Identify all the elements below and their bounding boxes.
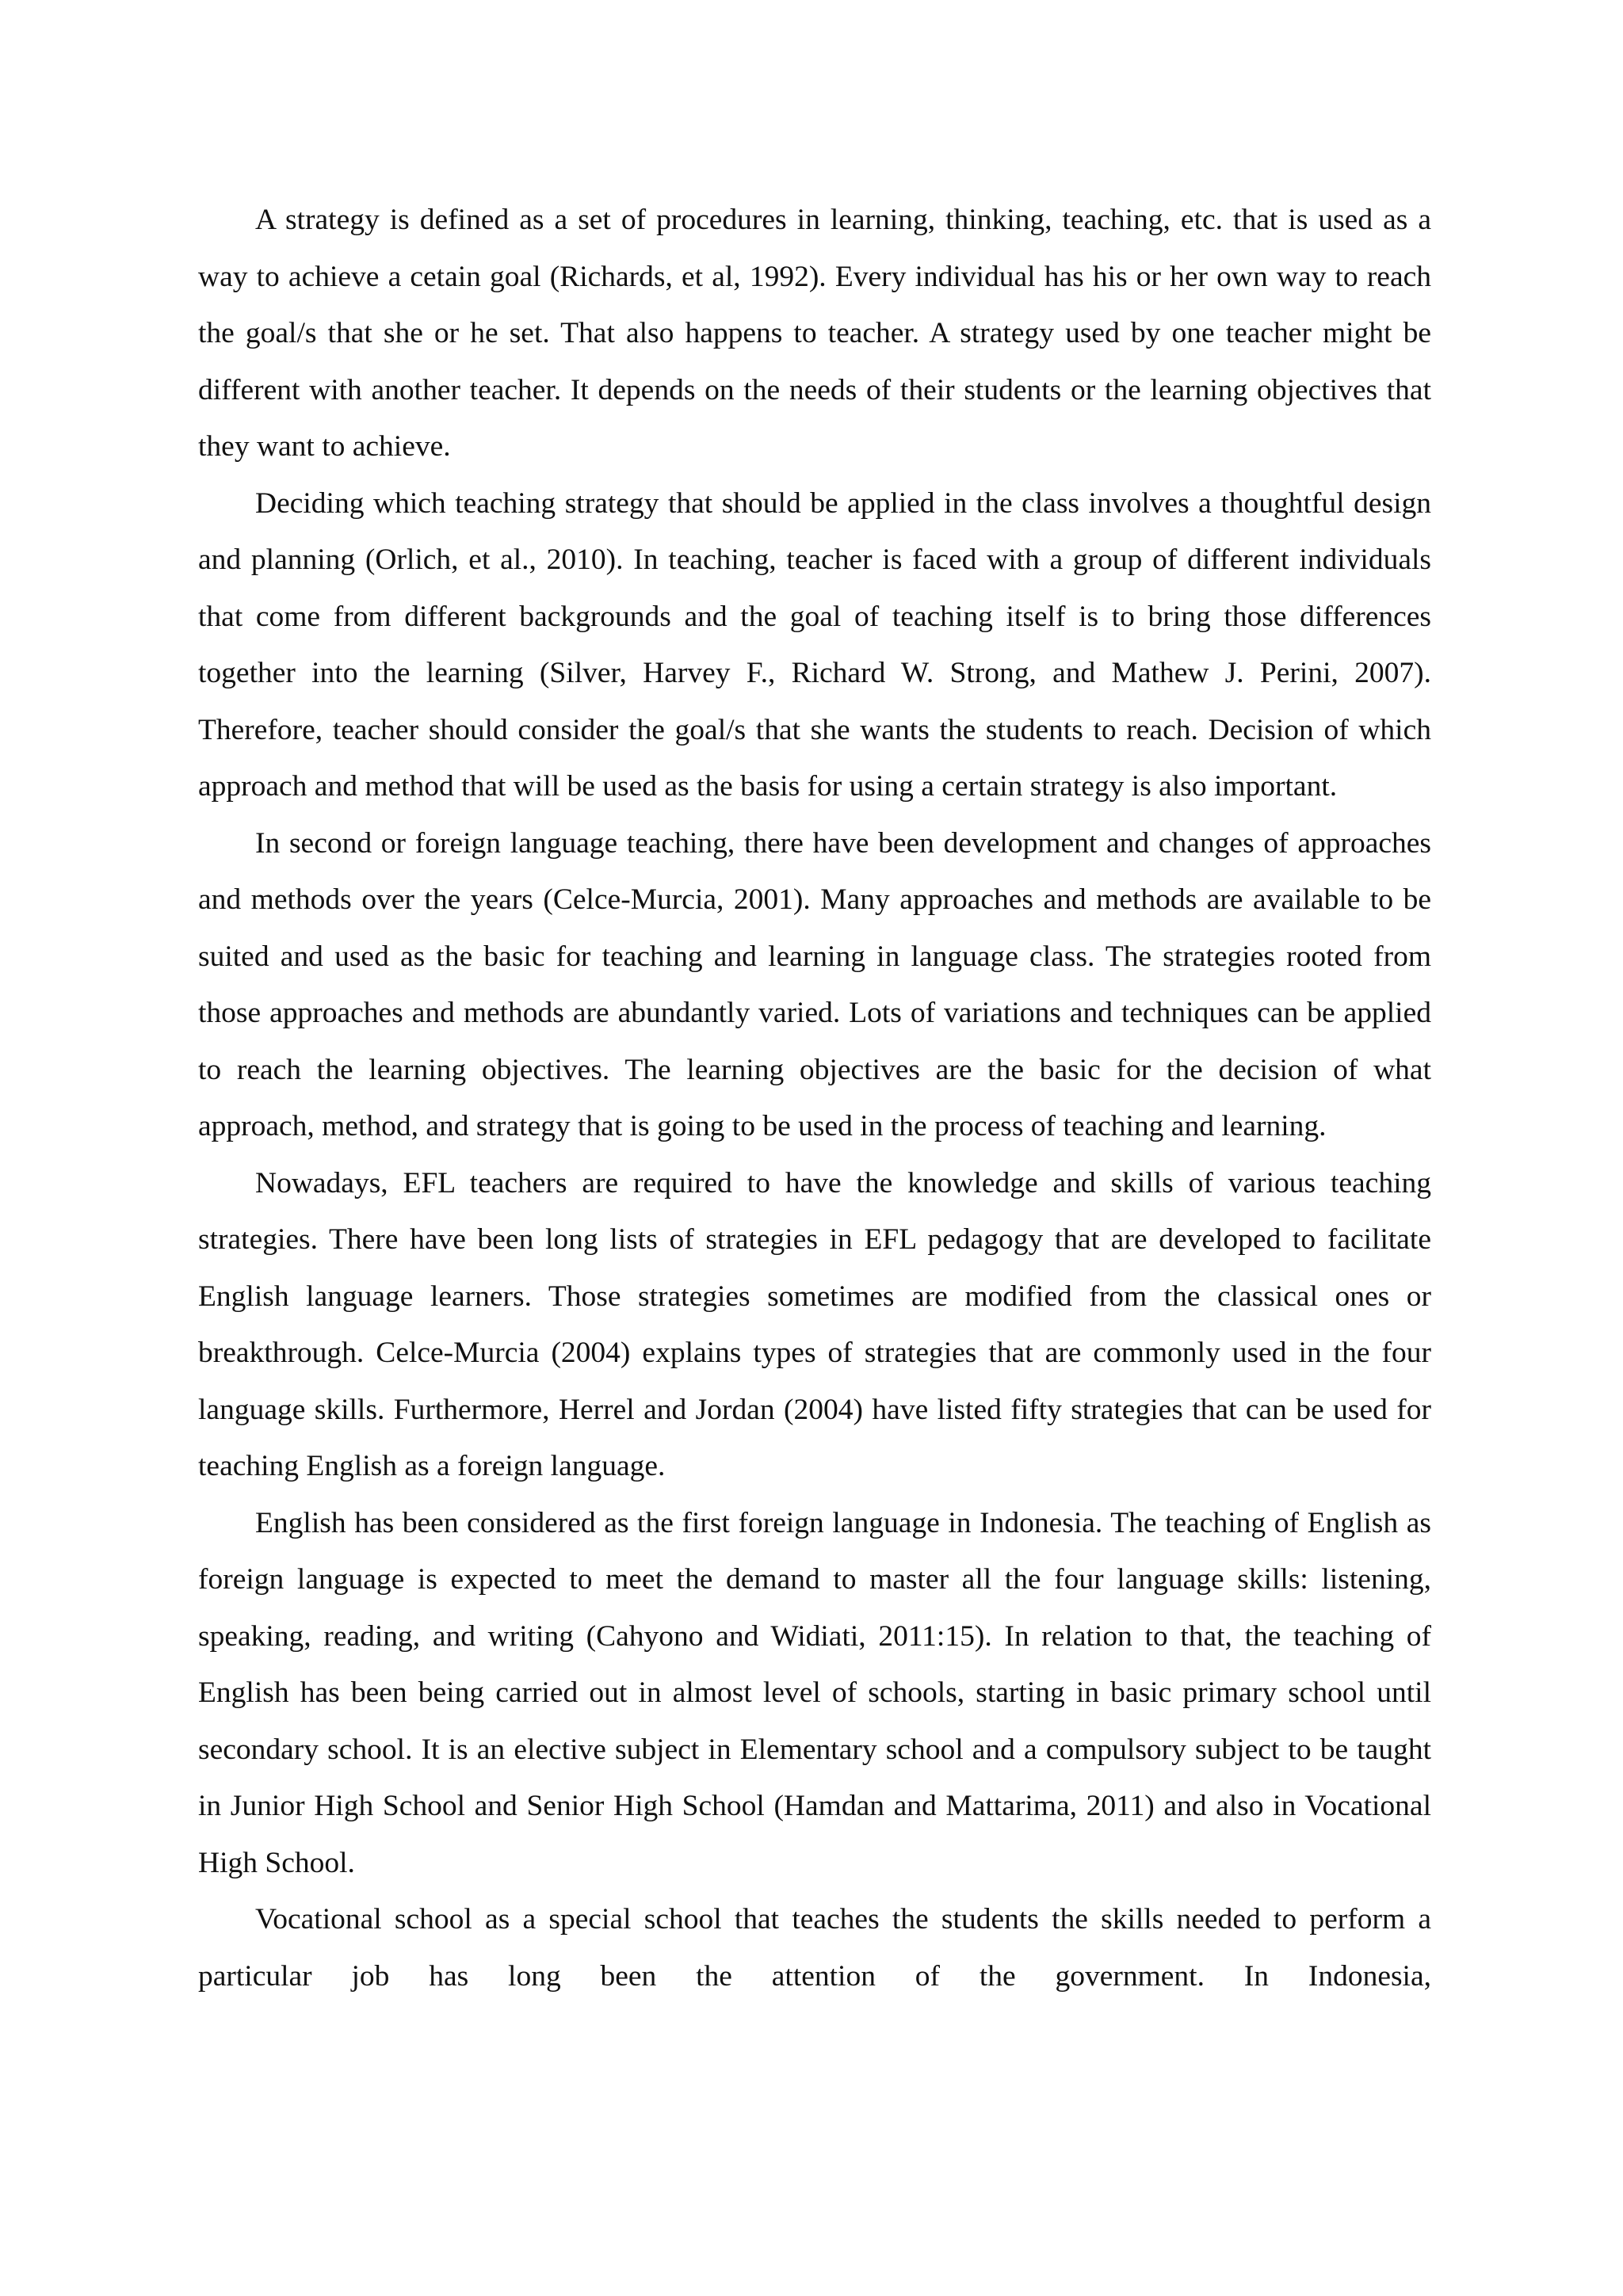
paragraph-strategy-definition: A strategy is defined as a set of procedures in learning, thinking, teaching, etc. that is used as a way to achieve a cetain goal (Richards, et al, 1992). Every individual has his or her own way to reach the goal/s that she or he set. That also happens to teacher. A strategy used by one teacher might be different with another teacher. It depends on the needs of their students or the learning objectives that they want to achieve. (198, 204, 1431, 463)
paragraph-english-in-indonesia: English has been considered as the first foreign language in Indonesia. The teaching of English as foreign language is expected to meet the demand to master all the four language skills: listening, speaking, reading, and writing (Cahyono and Widiati, 2011:15). In relation to that, the teaching of English has been being carried out in almost level of schools, starting in basic primary school until secondary school. It is an elective subject in Elementary school and a compulsory subject to be taught in Junior High School and Senior High School (Hamdan and Mattarima, 2011) and also in Vocational High School. (198, 1506, 1431, 1879)
paragraph-second-language-teaching: In second or foreign language teaching, there have been development and changes of approaches and methods over the years (Celce-Murcia, 2001). Many approaches and methods are available to be suited and used as the basic for teaching and learning in language class. The strategies rooted from those approaches and methods are abundantly varied. Lots of variations and techniques can be applied to reach the learning objectives. The learning objectives are the basic for the decision of what approach, method, and strategy that is going to be used in the process of teaching and learning. (198, 826, 1431, 1142)
paragraph-vocational-school: Vocational school as a special school that teaches the students the skills needed to perform a particular job has long been the attention of the government. In Indonesia, (198, 1903, 1431, 1993)
document-page (198, 192, 1431, 2004)
paragraph-deciding-strategy: Deciding which teaching strategy that should be applied in the class involves a thoughtful design and planning (Orlich, et al., 2010). In teaching, teacher is faced with a group of different individuals that come from different backgrounds and the goal of teaching itself is to bring those differences together into the learning (Silver, Harvey F., Richard W. Strong, and Mathew J. Perini, 2007). Therefore, teacher should consider the goal/s that she wants the students to reach. Decision of which approach and method that will be used as the basis for using a certain strategy is also important. (198, 486, 1431, 803)
paragraph-efl-teachers: Nowadays, EFL teachers are required to have the knowledge and skills of various teaching strategies. There have been long lists of strategies in EFL pedagogy that are developed to facilitate English language learners. Those strategies sometimes are modified from the classical ones or breakthrough. Celce-Murcia (2004) explains types of strategies that are commonly used in the four language skills. Furthermore, Herrel and Jordan (2004) have listed fifty strategies that can be used for teaching English as a foreign language. (198, 1166, 1431, 1482)
